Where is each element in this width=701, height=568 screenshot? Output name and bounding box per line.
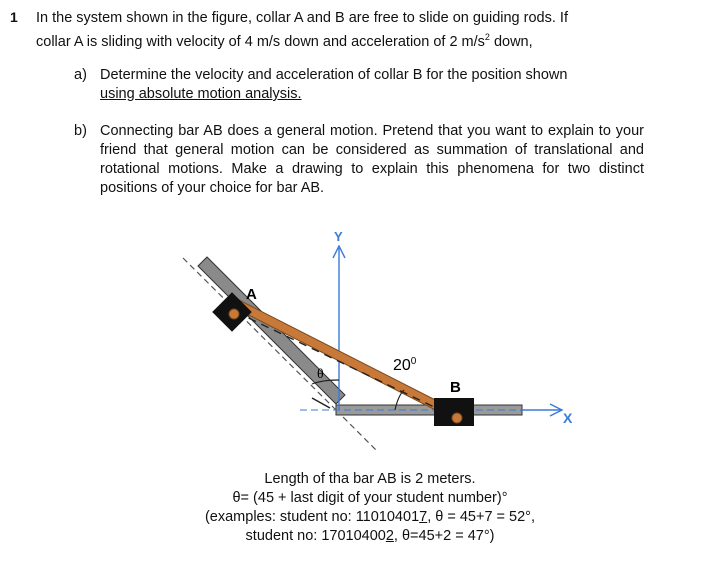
collar-b-label: B	[450, 379, 461, 396]
question-line-2: collar A is sliding with velocity of 4 m/s down and acceleration of 2 $m/s^2$ down,	[36, 32, 533, 50]
angle-20-label: $20^0$	[393, 356, 417, 374]
caption-line-4: student no: 170104002, θ=45+2 = 47°)	[245, 528, 495, 544]
part-a-line-1: Determine the velocity and acceleration of collar B for the position shown	[100, 67, 568, 83]
question-number: 1	[10, 9, 18, 25]
figure-caption	[150, 470, 590, 546]
part-a-line-2: using absolute motion analysis.	[100, 86, 302, 102]
collar-a-label: A	[246, 286, 257, 303]
part-a-label: a)	[74, 67, 87, 83]
question-line-1: In the system shown in the figure, collar A and B are free to slide on guiding rods. If	[36, 10, 568, 26]
part-b-text: Connecting bar AB does a general motion. Pretend that you want to explain to your friend that general motion can be considered as summation of translational and rotational motions. Make a drawing to explain this phenomena for two distinct positions of your choice for bar AB.	[100, 123, 644, 196]
caption-line-3: (examples: student no: 110104017, θ = 45+7 = 52°,	[204, 509, 536, 525]
y-axis-label: Y	[334, 229, 343, 244]
inclined-guide-centerline	[183, 258, 336, 410]
caption-line-2: θ= (45 + last digit of your student number)°	[232, 490, 508, 506]
inclined-guide-extension	[336, 410, 378, 452]
theta-marker	[312, 398, 330, 408]
x-axis-label: X	[563, 410, 573, 426]
caption-line-1: Length of tha bar AB is 2 meters.	[264, 471, 476, 487]
pin-b	[452, 413, 462, 423]
theta-label: θ	[317, 367, 324, 382]
part-b-label: b)	[74, 123, 87, 139]
connecting-bar-ab	[233, 300, 459, 420]
pin-a	[229, 309, 239, 319]
